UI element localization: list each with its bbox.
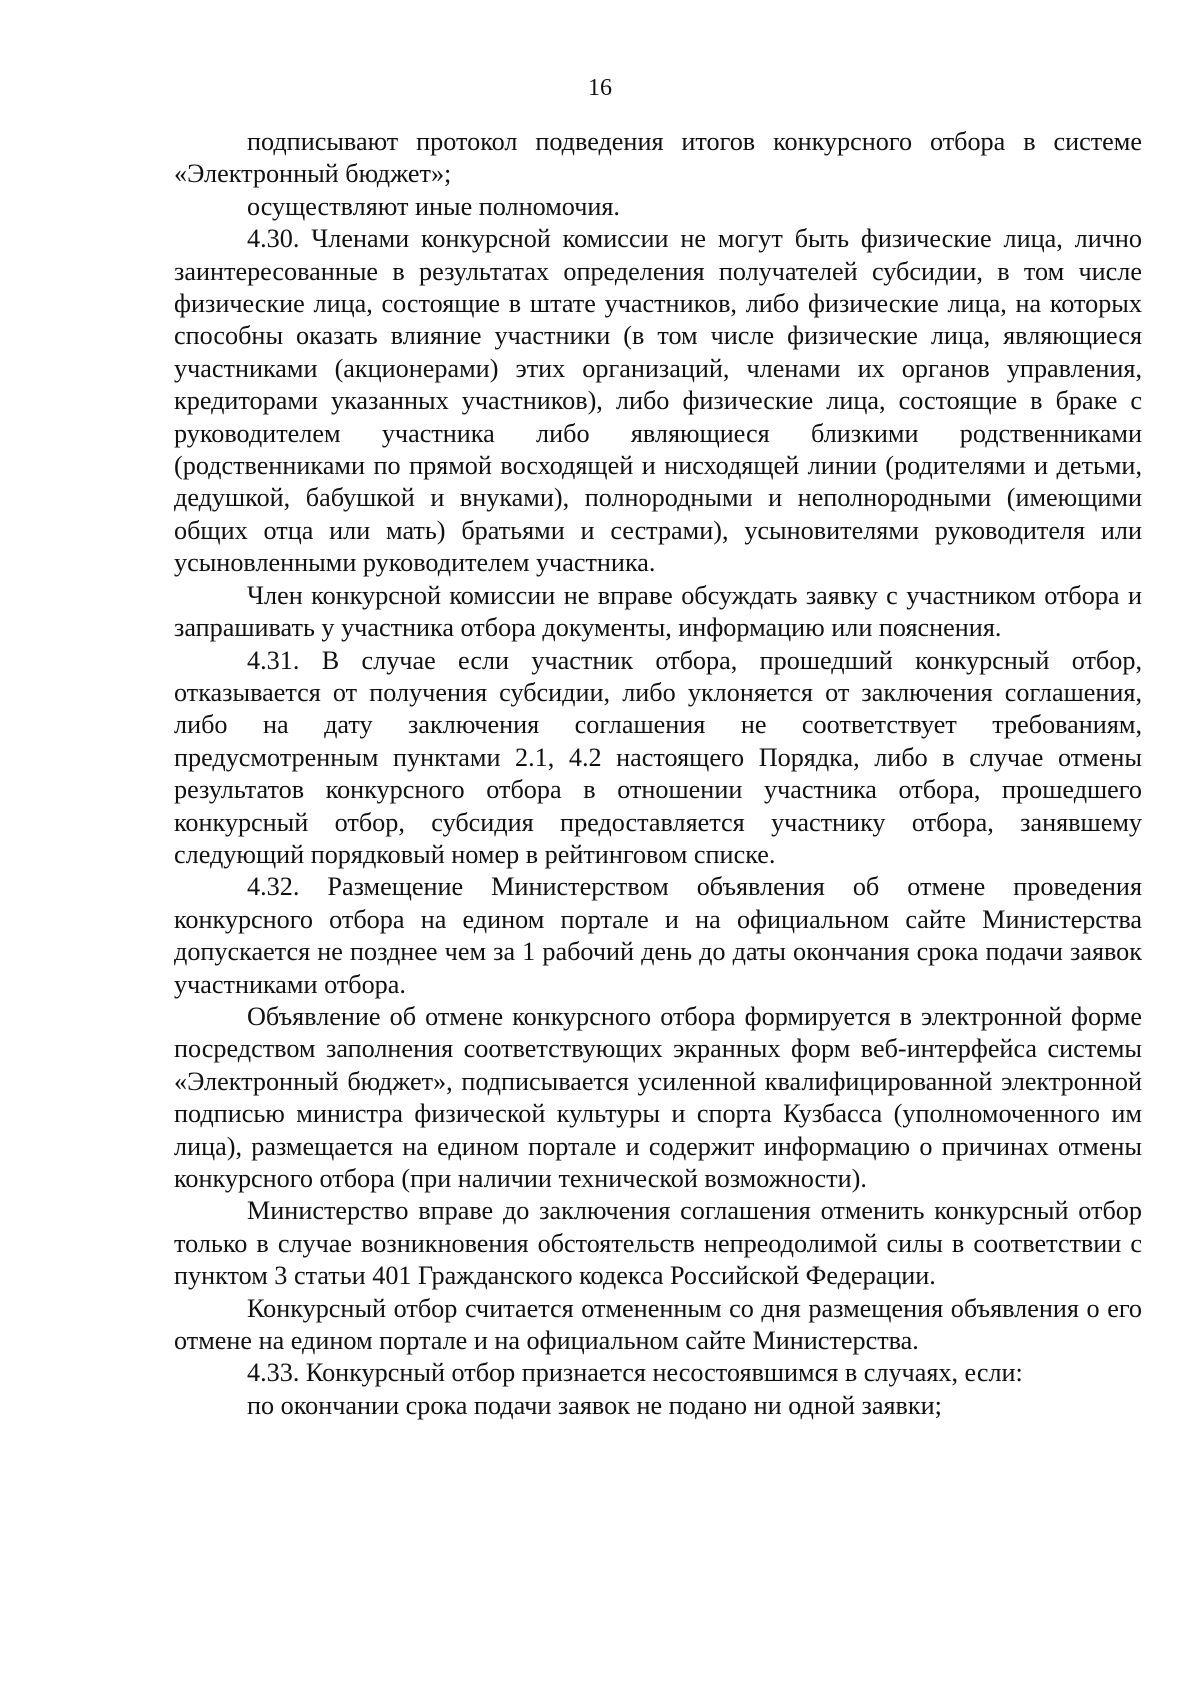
paragraph-3: 4.30. Членами конкурсной комиссии не могут быть физические лица, лично заинтересованные в результатах определения получателей субсидии, в том числе физические лица, состоящие в штате участников, либо физические лица, на которых способны оказать влияние участники (в том числе физические лица, являющиеся участниками (акционерами) этих организаций, членами их органов управления, кредиторами указанных участников), либо физические лица, состоящие в браке с руководителем участника либо являющиеся близкими родственниками (родственниками по прямой восходящей и нисходящей линии (родителями и детьми, дедушкой, бабушкой и внуками), полнородными и неполнородными (имеющими общих отца или мать) братьями и сестрами), усыновителями руководителя или усыновленными руководителем участника. xyxy=(174,224,1142,578)
paragraph-5: 4.31. В случае если участник отбора, прошедший конкурсный отбор, отказывается от получения субсидии, либо уклоняется от заключения соглашения, либо на дату заключения соглашения не соответствует требованиям, предусмотренным пунктами 2.1, 4.2 настоящего Порядка, либо в случае отмены результатов конкурсного отбора в отношении участника отбора, прошедшего конкурсный отбор, субсидия предоставляется участнику отбора, занявшему следующий порядковый номер в рейтинговом списке. xyxy=(174,645,1142,869)
paragraph-1: подписывают протокол подведения итогов конкурсного отбора в системе «Электронный бюджет»; xyxy=(174,127,1142,189)
paragraph-10: 4.33. Конкурсный отбор признается несостоявшимся в случаях, если: xyxy=(247,1358,1023,1388)
paragraph-9: Конкурсный отбор считается отмененным со дня размещения объявления о его отмене на едином портале и на официальном сайте Министерства. xyxy=(174,1293,1142,1356)
paragraph-6: 4.32. Размещение Министерством объявления об отмене проведения конкурсного отбора на едином портале и на официальном сайте Министерства допускается не позднее чем за 1 рабочий день до даты окончания срока подачи заявок участниками отбора. xyxy=(174,872,1142,999)
paragraph-8: Министерство вправе до заключения соглашения отменить конкурсный отбор только в случае возникновения обстоятельств непреодолимой силы в соответствии с пунктом 3 статьи 401 Гражданского кодекса Российской Федерации. xyxy=(174,1196,1142,1291)
page-number: 16 xyxy=(588,75,612,101)
paragraph-7: Объявление об отмене конкурсного отбора формируется в электронной форме посредством заполнения соответствующих экранных форм веб-интерфейса системы «Электронный бюджет», подписывается усиленной квалифицированной электронной подписью министра физической культуры и спорта Кузбасса (уполномоченного им лица), размещается на едином портале и содержит информацию о причинах отмены конкурсного отбора (при наличии технической возможности). xyxy=(174,1001,1142,1193)
paragraph-4: Член конкурсной комиссии не вправе обсуждать заявку с участником отбора и запрашивать у участника отбора документы, информацию или пояснения. xyxy=(174,580,1142,643)
paragraph-11: по окончании срока подачи заявок не подано ни одной заявки; xyxy=(247,1390,942,1420)
paragraph-2: осуществляют иные полномочия. xyxy=(247,191,620,221)
document-body xyxy=(174,126,1142,1422)
